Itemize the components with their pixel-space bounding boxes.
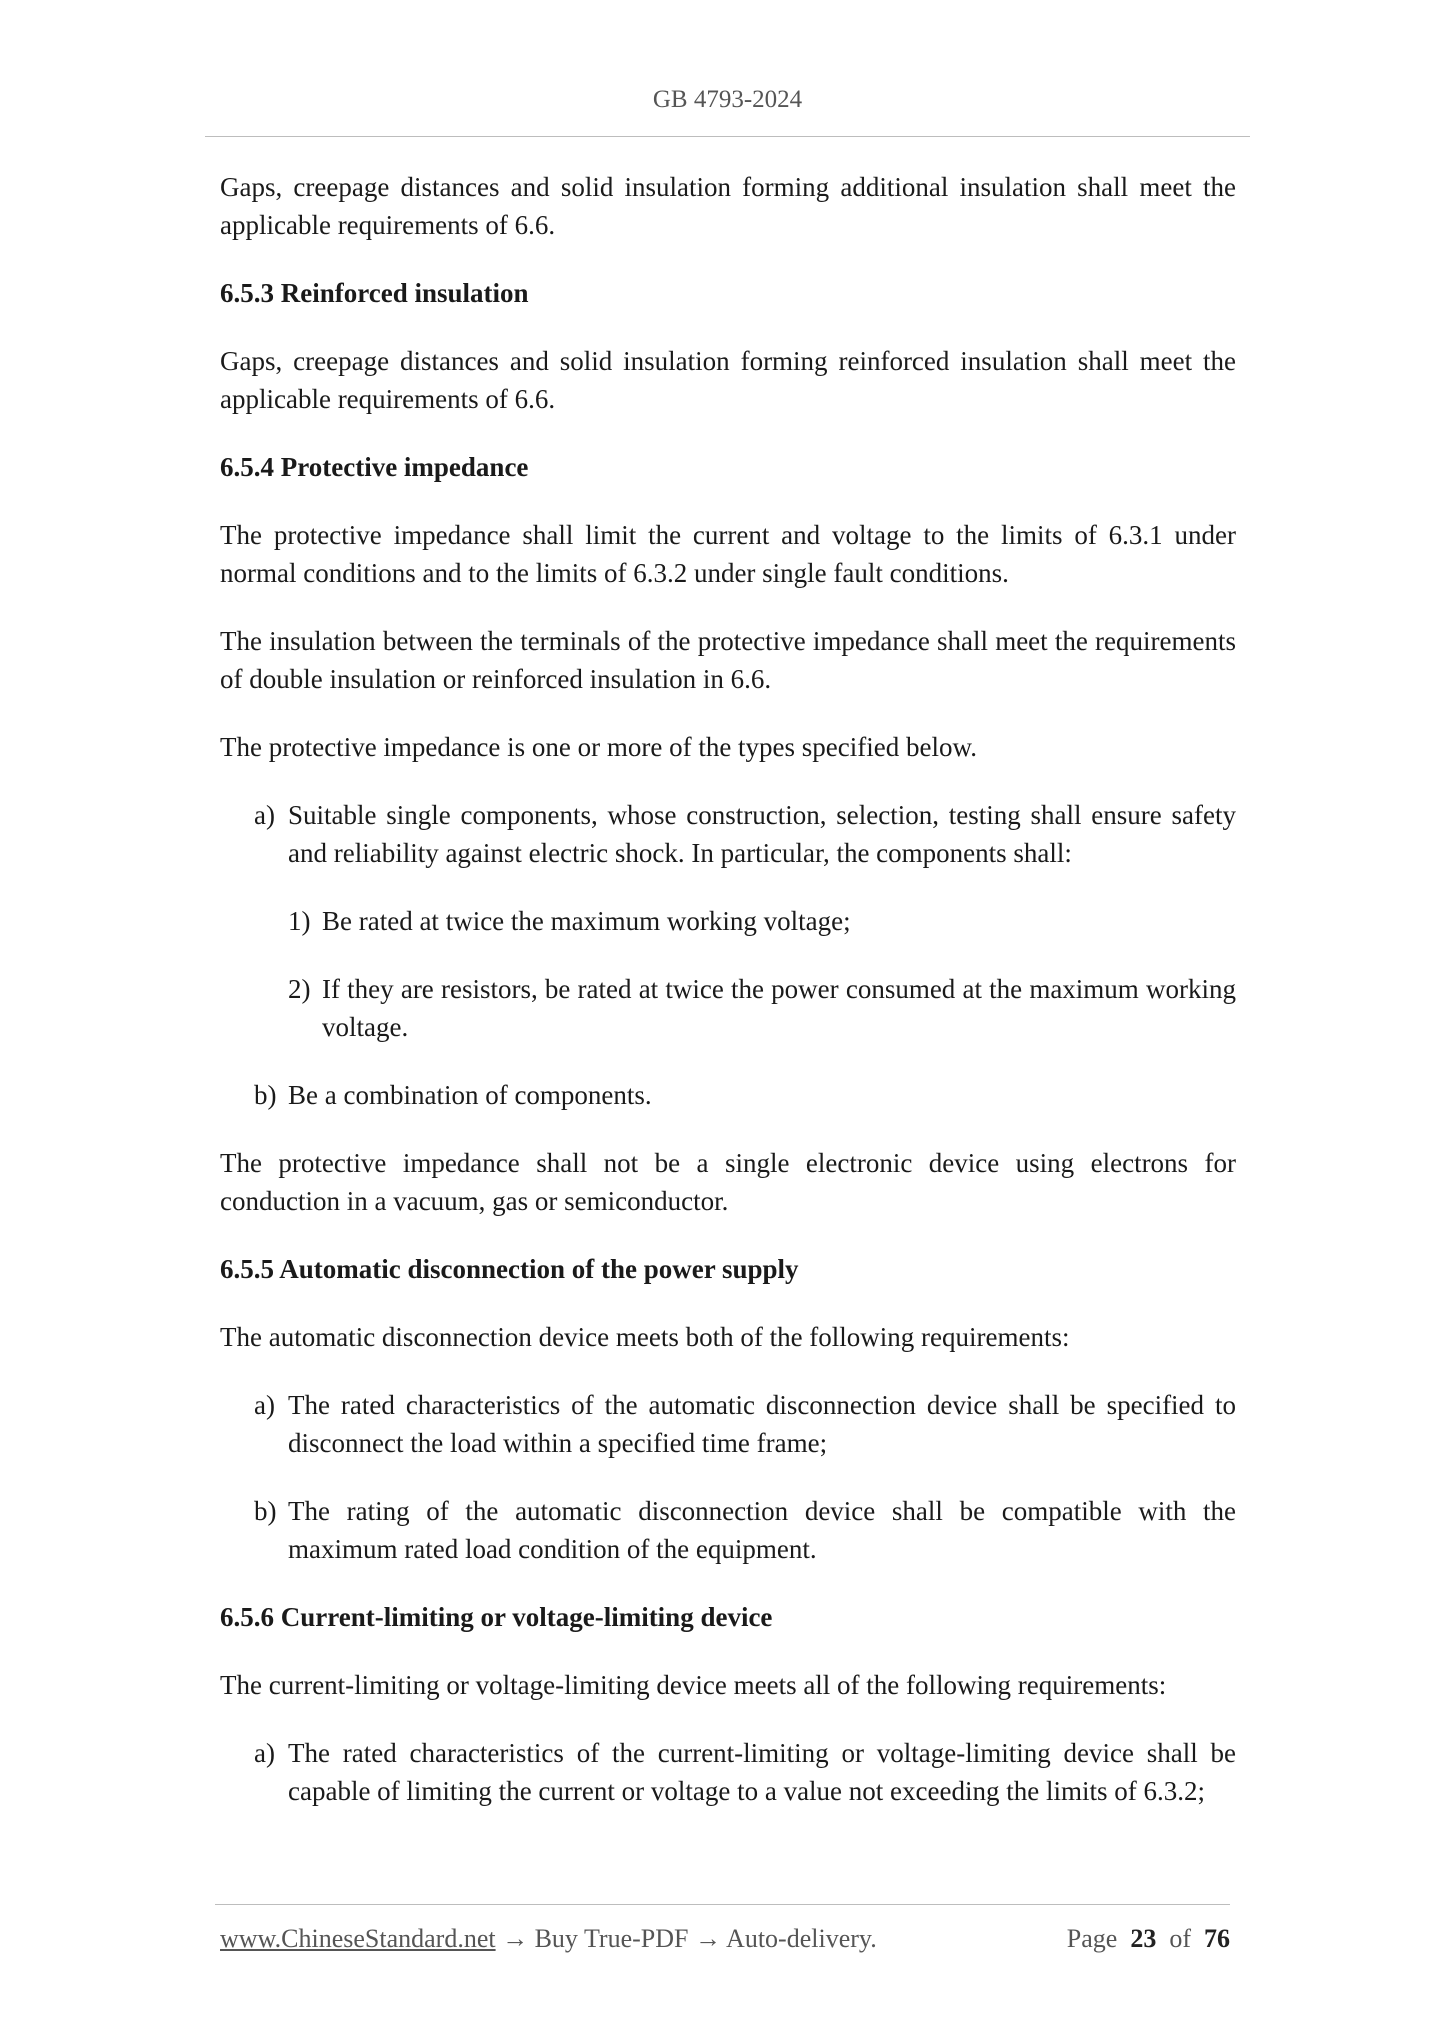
paragraph-reinforced-insulation: Gaps, creepage distances and solid insulation forming reinforced insulation shall meet the applicable requirements of 6.6. [220,346,1236,414]
promo-text: → Buy True-PDF → Auto-delivery. [495,1924,877,1953]
list-item [254,1386,1236,1462]
current-page: 23 [1130,1924,1157,1953]
list-item-text: The rated characteristics of the current-limiting or voltage-limiting device shall be capable of limiting the current or voltage to a value not exceeding the limits of 6.3.2; [288,1738,1236,1806]
document-code: GB 4793-2024 [652,86,803,113]
list-item-label: a) [254,1738,275,1768]
heading-6-5-6: 6.5.6 Current-limiting or voltage-limiting device [220,1602,773,1632]
list-item-label: b) [254,1496,277,1526]
paragraph-disconnection-intro: The automatic disconnection device meets both of the following requirements: [220,1322,1070,1352]
list-item [288,902,1236,940]
list-item-label: a) [254,1390,275,1420]
page-body [220,168,1236,1840]
list-item-text: Suitable single components, whose construction, selection, testing shall ensure safety and reliability against electric shock. In particular, the components shall: [288,800,1236,868]
list-item-label: a) [254,800,275,830]
list-item-text: If they are resistors, be rated at twice the power consumed at the maximum working voltage. [322,974,1236,1042]
list-item-label: 2) [288,974,311,1004]
paragraph-additional-insulation: Gaps, creepage distances and solid insulation forming additional insulation shall meet the applicable requirements of 6.6. [220,172,1236,240]
list-item [254,1492,1236,1568]
paragraph-limiting-device-intro: The current-limiting or voltage-limiting device meets all of the following requirements: [220,1670,1167,1700]
list-item-label: 1) [288,906,311,936]
page-header [205,86,1250,114]
list-item-text: The rated characteristics of the automatic disconnection device shall be specified to disconnect the load within a specified time frame; [288,1390,1236,1458]
list-item [254,1734,1236,1810]
paragraph-impedance-limits: The protective impedance shall limit the current and voltage to the limits of 6.3.1 under normal conditions and to the limits of 6.3.2 under single fault conditions. [220,520,1236,588]
heading-6-5-4: 6.5.4 Protective impedance [220,452,529,482]
footer-promo [220,1924,877,1954]
list-item [254,1076,1236,1114]
heading-6-5-5: 6.5.5 Automatic disconnection of the power supply [220,1254,799,1284]
list-item-text: Be a combination of components. [288,1080,652,1110]
page-word: Page [1066,1924,1118,1953]
paragraph-impedance-types: The protective impedance is one or more of the types specified below. [220,732,977,762]
heading-6-5-3: 6.5.3 Reinforced insulation [220,278,529,308]
list-item [254,796,1236,872]
list-item-label: b) [254,1080,277,1110]
list-item-text: The rating of the automatic disconnection device shall be compatible with the maximum rated load condition of the equipment. [288,1496,1236,1564]
page-of: of [1169,1924,1191,1953]
paragraph-impedance-insulation: The insulation between the terminals of the protective impedance shall meet the requirements of double insulation or reinforced insulation in 6.6. [220,626,1236,694]
paragraph-impedance-restriction: The protective impedance shall not be a single electronic device using electrons for conduction in a vacuum, gas or semiconductor. [220,1148,1236,1216]
total-pages: 76 [1204,1924,1230,1953]
header-divider [205,136,1250,137]
list-item-text: Be rated at twice the maximum working voltage; [322,906,851,936]
website-link[interactable]: www.ChineseStandard.net [220,1924,496,1953]
list-item [288,970,1236,1046]
footer-divider [215,1904,1230,1905]
page-footer [220,1924,1230,1954]
page-number [1067,1924,1230,1954]
